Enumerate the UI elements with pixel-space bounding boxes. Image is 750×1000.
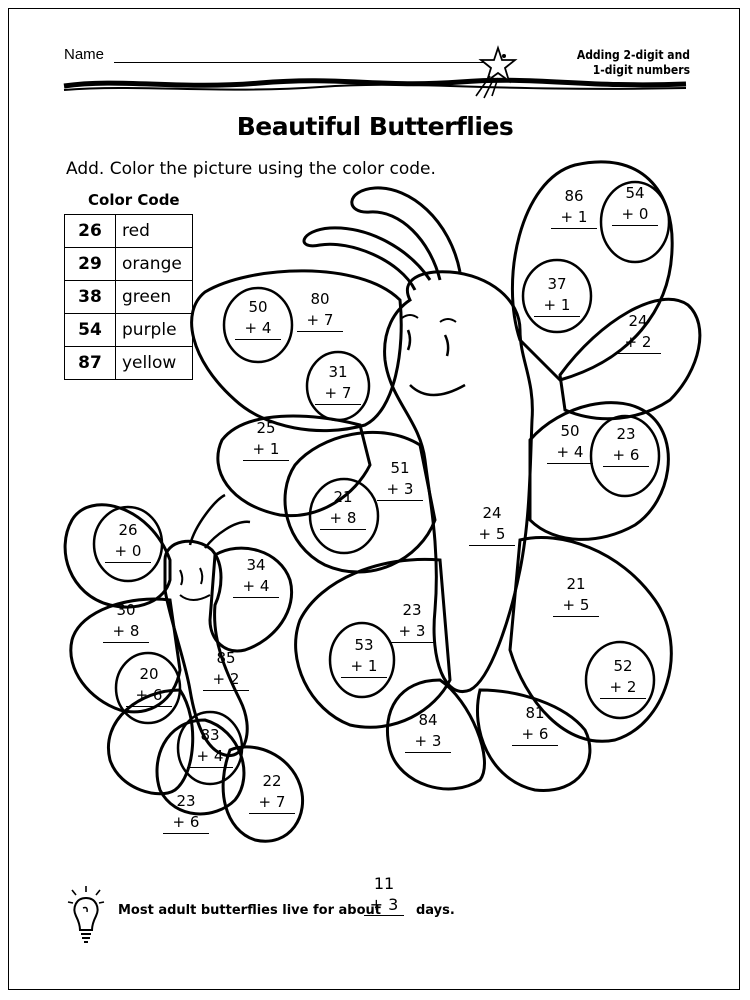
small-butterfly-antenna-2 (205, 522, 250, 548)
addition-problem[interactable] (96, 600, 156, 643)
page-title: Beautiful Butterflies (236, 112, 514, 141)
color-code-row (65, 347, 193, 380)
addition-problem[interactable] (527, 274, 587, 317)
problem-top: 50 (248, 298, 268, 316)
problem-bottom: + 6 (603, 445, 649, 467)
problem-top: 21 (333, 488, 353, 506)
problem-bottom: + 2 (600, 677, 646, 699)
addition-problem[interactable] (398, 710, 458, 753)
color-code-title: Color Code (88, 191, 180, 209)
addition-problem[interactable] (593, 656, 653, 699)
color-code-table (64, 214, 193, 380)
addition-problem[interactable] (226, 555, 286, 598)
addition-problem[interactable] (228, 297, 288, 340)
problem-top: 84 (418, 711, 438, 729)
problem-top: 34 (246, 556, 266, 574)
problem-bottom: + 5 (469, 524, 515, 546)
addition-problem[interactable] (119, 664, 179, 707)
fun-fact-problem-bottom: + 3 (364, 894, 404, 916)
addition-problem[interactable] (540, 421, 600, 464)
addition-problem[interactable] (505, 703, 565, 746)
fun-fact-text: Most adult butterflies live for about (118, 903, 381, 918)
problem-top: 21 (566, 575, 586, 593)
color-code-color: yellow (116, 347, 193, 380)
problem-top: 24 (482, 504, 502, 522)
addition-problem[interactable] (236, 418, 296, 461)
subject-line-2: 1-digit numbers (592, 63, 690, 77)
addition-problem[interactable] (370, 458, 430, 501)
problem-top: 25 (256, 419, 276, 437)
problem-top: 83 (200, 726, 220, 744)
problem-top: 50 (560, 422, 580, 440)
problem-top: 37 (547, 275, 567, 293)
addition-problem[interactable] (180, 725, 240, 768)
fun-fact-unit: days. (416, 903, 455, 918)
color-code-color: red (116, 215, 193, 248)
problem-bottom: + 3 (405, 731, 451, 753)
problem-bottom: + 2 (615, 332, 661, 354)
fun-fact-problem-top: 11 (373, 874, 395, 893)
color-code-color: purple (116, 314, 193, 347)
problem-bottom: + 2 (203, 669, 249, 691)
instructions: Add. Color the picture using the color code. (66, 159, 436, 179)
problem-bottom: + 3 (389, 621, 435, 643)
addition-problem[interactable] (462, 503, 522, 546)
addition-problem[interactable] (608, 311, 668, 354)
color-code-color: green (116, 281, 193, 314)
problem-top: 26 (118, 521, 138, 539)
problem-bottom: + 8 (320, 508, 366, 530)
subject-line-1: Adding 2-digit and (576, 48, 690, 62)
problem-bottom: + 4 (547, 442, 593, 464)
color-code-number: 38 (65, 281, 116, 314)
problem-top: 20 (139, 665, 159, 683)
fun-fact-problem[interactable] (356, 873, 412, 916)
problem-top: 23 (616, 425, 636, 443)
addition-problem[interactable] (605, 183, 665, 226)
problem-top: 80 (310, 290, 330, 308)
addition-problem[interactable] (334, 635, 394, 678)
addition-problem[interactable] (156, 791, 216, 834)
problem-bottom: + 7 (315, 383, 361, 405)
problem-bottom: + 4 (187, 746, 233, 768)
problem-bottom: + 3 (377, 479, 423, 501)
name-label: Name (64, 46, 105, 63)
problem-top: 54 (625, 184, 645, 202)
problem-bottom: + 6 (512, 724, 558, 746)
problem-bottom: + 1 (341, 656, 387, 678)
problem-top: 23 (402, 601, 422, 619)
problem-bottom: + 7 (297, 310, 343, 332)
addition-problem[interactable] (546, 574, 606, 617)
problem-top: 24 (628, 312, 648, 330)
problem-bottom: + 1 (534, 295, 580, 317)
color-code-number: 87 (65, 347, 116, 380)
problem-bottom: + 1 (243, 439, 289, 461)
addition-problem[interactable] (242, 771, 302, 814)
problem-top: 52 (613, 657, 633, 675)
addition-problem[interactable] (544, 186, 604, 229)
addition-problem[interactable] (98, 520, 158, 563)
problem-top: 30 (116, 601, 136, 619)
color-code-row (65, 281, 193, 314)
problem-bottom: + 8 (103, 621, 149, 643)
problem-bottom: + 4 (235, 318, 281, 340)
addition-problem[interactable] (313, 487, 373, 530)
addition-problem[interactable] (596, 424, 656, 467)
problem-bottom: + 5 (553, 595, 599, 617)
problem-top: 81 (525, 704, 545, 722)
addition-problem[interactable] (196, 648, 256, 691)
color-code-row (65, 215, 193, 248)
problem-top: 31 (328, 363, 348, 381)
color-code-color: orange (116, 248, 193, 281)
problem-top: 86 (564, 187, 584, 205)
lightbulb-icon (66, 884, 106, 944)
problem-bottom: + 0 (105, 541, 151, 563)
problem-top: 53 (354, 636, 374, 654)
addition-problem[interactable] (308, 362, 368, 405)
problem-top: 23 (176, 792, 196, 810)
problem-bottom: + 1 (551, 207, 597, 229)
small-butterfly-antenna (190, 495, 225, 545)
problem-bottom: + 7 (249, 792, 295, 814)
color-code-row (65, 314, 193, 347)
problem-bottom: + 0 (612, 204, 658, 226)
color-code-number: 29 (65, 248, 116, 281)
problem-top: 22 (262, 772, 282, 790)
color-code-number: 26 (65, 215, 116, 248)
color-code-row (65, 248, 193, 281)
problem-top: 51 (390, 459, 410, 477)
color-code-number: 54 (65, 314, 116, 347)
problem-bottom: + 6 (163, 812, 209, 834)
problem-bottom: + 6 (126, 685, 172, 707)
problem-top: 85 (216, 649, 236, 667)
addition-problem[interactable] (290, 289, 350, 332)
problem-bottom: + 4 (233, 576, 279, 598)
